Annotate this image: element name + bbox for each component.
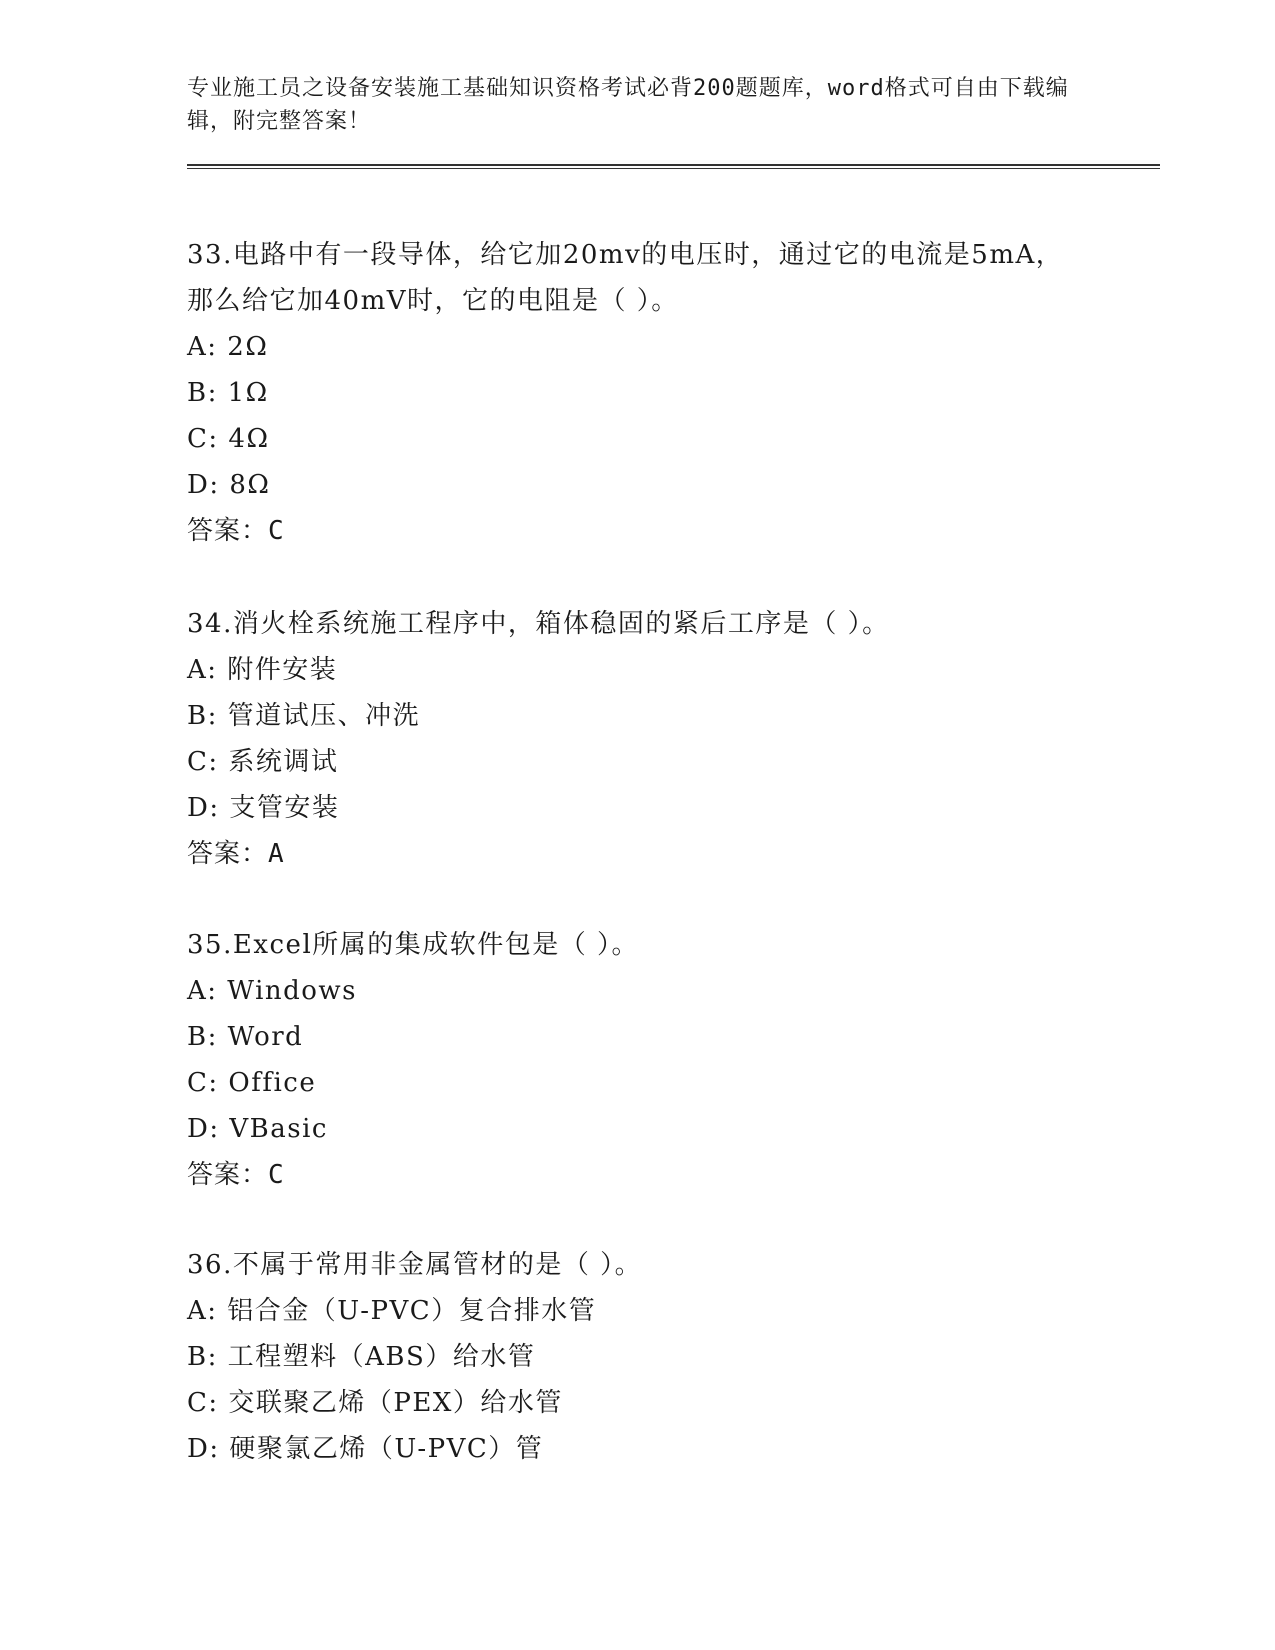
document-page: [187, 72, 1162, 1464]
answer-line: 答案：A: [187, 839, 285, 869]
option-b: B: 1Ω: [187, 378, 269, 408]
option-a: A: 附件安装: [187, 655, 338, 685]
option-c: C: 系统调试: [187, 747, 339, 777]
option-d: D: 硬聚氯乙烯（U-PVC）管: [187, 1434, 544, 1464]
option-d: D: 8Ω: [187, 470, 271, 500]
question-35: [187, 922, 1087, 1198]
answer-line: 答案：C: [187, 516, 285, 546]
option-c: C: 交联聚乙烯（PEX）给水管: [187, 1388, 563, 1418]
document-header: 专业施工员之设备安装施工基础知识资格考试必背200题题库，word格式可自由下载编辑，附完整答案！: [187, 76, 1069, 134]
question-stem: 35.Excel所属的集成软件包是（ ）。: [187, 930, 640, 960]
option-a: A: Windows: [187, 976, 358, 1006]
option-c: C: 4Ω: [187, 424, 270, 454]
question-33: [187, 232, 1087, 554]
question-stem: 33.电路中有一段导体，给它加20mv的电压时，通过它的电流是5mA，那么给它加40mV时，它的电阻是（ ）。: [187, 240, 1064, 316]
option-b: B: 工程塑料（ABS）给水管: [187, 1342, 536, 1372]
question-stem: 36.不属于常用非金属管材的是（ ）。: [187, 1250, 643, 1280]
question-34: [187, 601, 1087, 877]
option-a: A: 2Ω: [187, 332, 269, 362]
option-c: C: Office: [187, 1068, 317, 1098]
question-stem: 34.消火栓系统施工程序中，箱体稳固的紧后工序是（ ）。: [187, 609, 890, 639]
option-a: A: 铝合金（U-PVC）复合排水管: [187, 1296, 597, 1326]
option-d: D: 支管安装: [187, 793, 340, 823]
question-36: [187, 1242, 1087, 1472]
header-divider: [187, 164, 1160, 169]
answer-line: 答案：C: [187, 1160, 285, 1190]
option-b: B: Word: [187, 1022, 304, 1052]
option-b: B: 管道试压、冲洗: [187, 701, 421, 731]
option-d: D: VBasic: [187, 1114, 328, 1144]
